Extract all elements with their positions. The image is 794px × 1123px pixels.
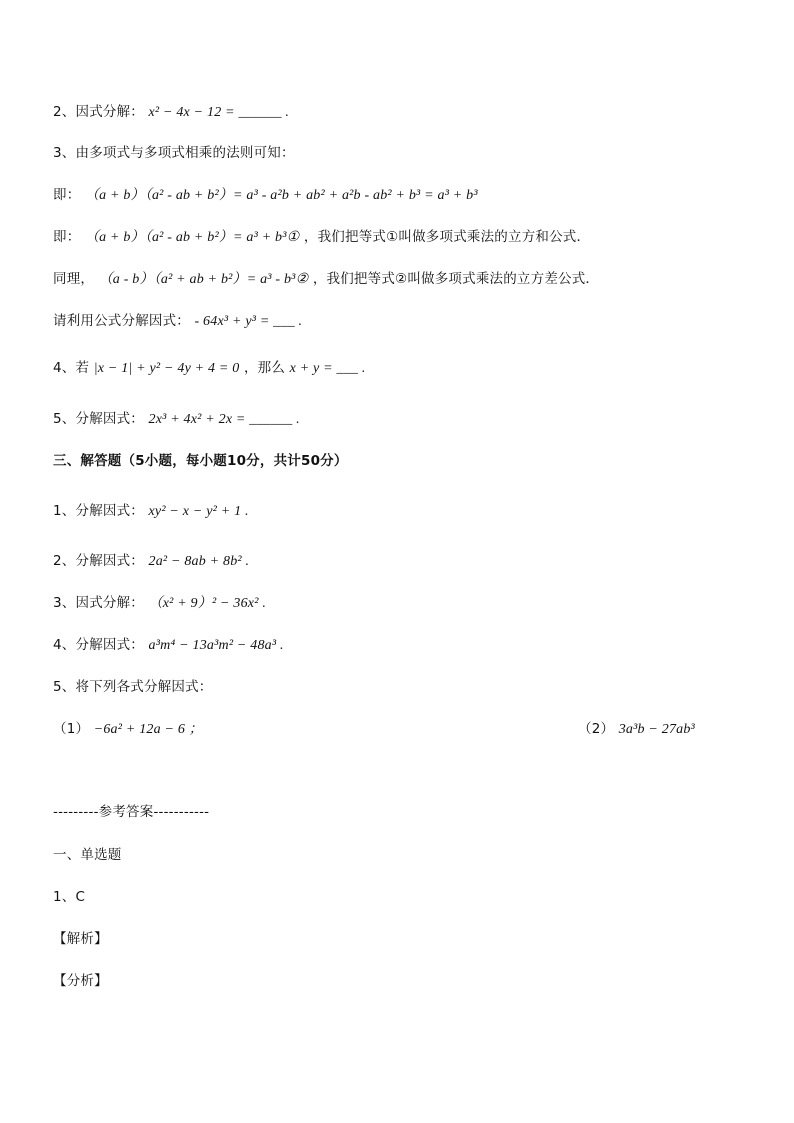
question-3-task [53, 312, 302, 331]
math-expression: 2a² − 8ab + 8b² . [148, 554, 250, 569]
cube-difference-formula [53, 270, 599, 289]
answer-text: 1、C [53, 889, 86, 905]
math-expression: - 64x³ + y³ = ___ . [194, 314, 303, 329]
math-expression: 3a³b − 27ab³ [618, 722, 695, 737]
math-expression: 2x³ + 4x² + 2x = ______ . [148, 412, 300, 427]
question-label: 2、因式分解： [53, 104, 144, 120]
math-expression: （a + b）（a² - ab + b²）= a³ - a²b + ab² + a²b - ab² + b³ = a³ + b³ [84, 188, 478, 203]
answer-question-5 [53, 678, 213, 696]
question-label: 即： [53, 229, 81, 245]
question-label: 同理， [53, 271, 95, 287]
question-4 [53, 359, 366, 378]
math-expression: （a + b）（a² - ab + b²）= a³ + b³① [84, 230, 300, 245]
question-3-expansion [53, 186, 478, 205]
math-expression: x + y = ___ . [289, 361, 366, 376]
section-heading-3 [53, 452, 348, 470]
analysis-label: 【解析】 [53, 931, 108, 947]
question-label: 3、由多项式与多项式相乘的法则可知： [53, 145, 295, 161]
question-2 [53, 103, 289, 122]
math-expression: x² − 4x − 12 = ______ . [148, 105, 290, 120]
analysis-heading [53, 930, 108, 948]
analysis-subheading [53, 972, 108, 990]
formula-description: ，我们把等式①叫做多项式乘法的立方和公式． [303, 229, 591, 245]
section-title: 一、单选题 [53, 847, 122, 863]
sub-item-2 [578, 720, 695, 739]
question-label: 4、分解因式： [53, 637, 144, 653]
answer-question-4 [53, 636, 284, 655]
answer-divider [53, 803, 209, 821]
question-label: 1、分解因式： [53, 503, 144, 519]
math-expression: （a - b）（a² + ab + b²）= a³ - b³② [98, 272, 309, 287]
formula-description: ，我们把等式②叫做多项式乘法的立方差公式． [312, 271, 600, 287]
math-expression: −6a² + 12a − 6 ； [93, 722, 203, 737]
question-5 [53, 410, 300, 429]
math-expression: |x − 1| + y² − 4y + 4 = 0 [93, 361, 240, 376]
sub-item-label: （1） [53, 721, 90, 737]
math-expression: （x² + 9）² − 36x² . [148, 596, 267, 611]
section-title: 三、解答题（5小题，每小题10分，共计50分） [53, 453, 348, 469]
sub-item-label: （2） [578, 721, 615, 737]
question-label: 5、将下列各式分解因式： [53, 679, 213, 695]
cube-sum-formula [53, 228, 590, 247]
answer-divider-text: ---------参考答案----------- [53, 804, 210, 820]
question-label: 即： [53, 187, 81, 203]
answer-section-heading [53, 846, 122, 864]
question-label: 2、分解因式： [53, 553, 144, 569]
answer-question-2 [53, 552, 249, 571]
question-label: 请利用公式分解因式： [53, 313, 190, 329]
question-label: 3、因式分解： [53, 595, 144, 611]
sub-item-1 [53, 720, 203, 739]
analysis-label: 【分析】 [53, 973, 108, 989]
math-expression: xy² − x − y² + 1 . [148, 504, 249, 519]
question-label: 5、分解因式： [53, 411, 144, 427]
answer-question-3 [53, 594, 266, 613]
question-3-intro [53, 144, 295, 162]
question-label: 4、若 [53, 360, 90, 376]
answer-question-1 [53, 502, 249, 521]
question-connector: ，那么 [243, 360, 286, 376]
math-expression: a³m⁴ − 13a³m² − 48a³ . [148, 638, 284, 653]
answer-item-1 [53, 888, 85, 906]
